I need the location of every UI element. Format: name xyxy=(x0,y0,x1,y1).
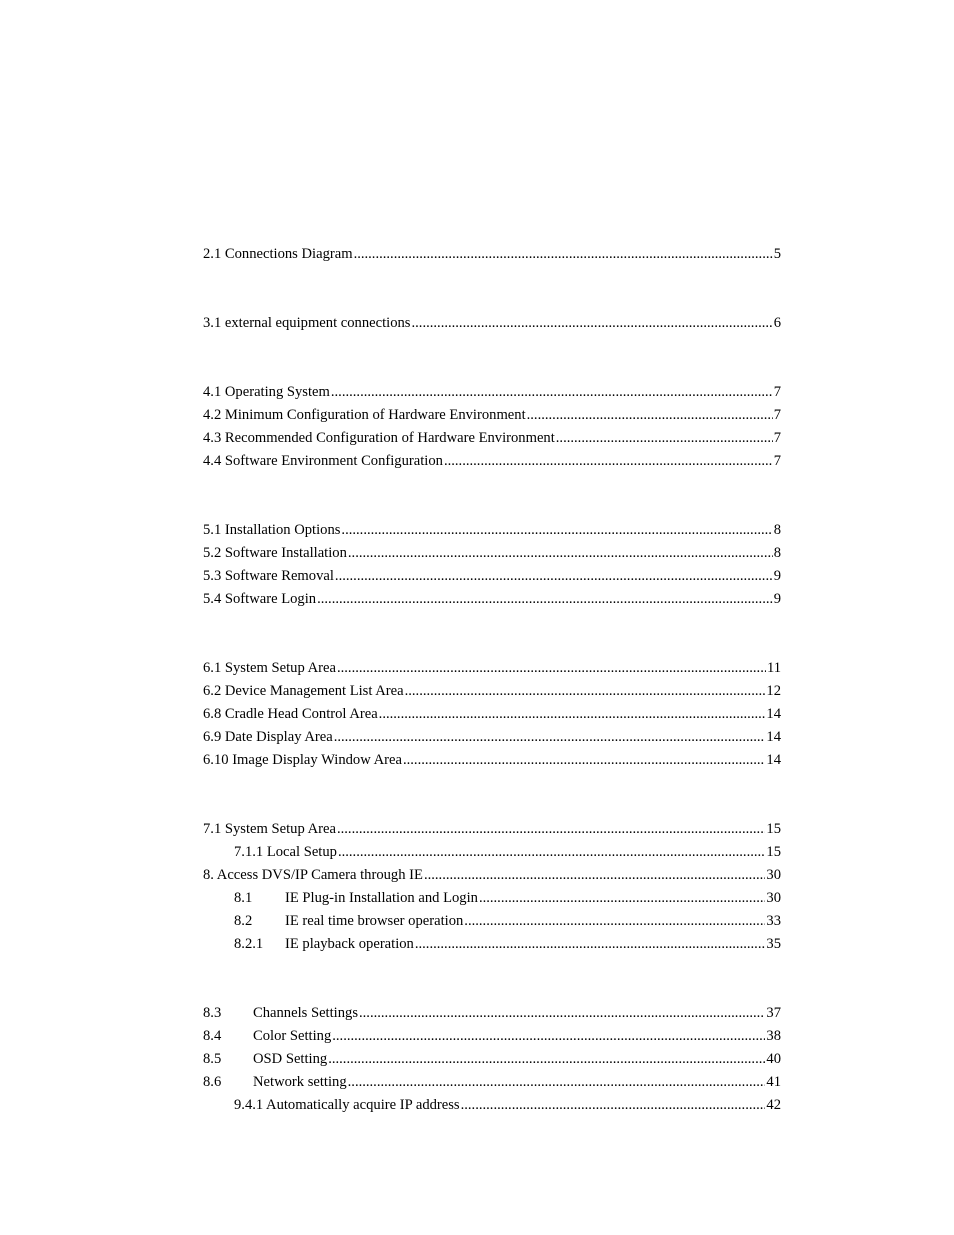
toc-entry-page: 15 xyxy=(766,821,781,837)
toc-entry-title: OSD Setting xyxy=(253,1051,328,1067)
toc-entry-number: 8.6 xyxy=(203,1074,222,1090)
toc-entry[interactable] xyxy=(203,519,781,542)
toc-leader-dots xyxy=(359,1002,765,1025)
toc-entry-title: 5.1 Installation Options xyxy=(203,522,341,538)
toc-leader-dots xyxy=(348,542,773,565)
toc-entry[interactable] xyxy=(203,657,781,680)
toc-leader-dots xyxy=(379,703,766,726)
toc-entry-page: 8 xyxy=(773,545,781,561)
toc-entry-title: 4.3 Recommended Configuration of Hardware Environment xyxy=(203,430,555,446)
toc-entry-title: 5.2 Software Installation xyxy=(203,545,347,561)
toc-entry-title: 7.1.1 Local Setup xyxy=(234,844,337,860)
toc-group xyxy=(203,312,781,335)
toc-leader-dots xyxy=(461,1094,766,1117)
toc-entry[interactable] xyxy=(203,243,781,266)
toc-leader-dots xyxy=(464,910,765,933)
toc-entry[interactable] xyxy=(203,680,781,703)
toc-leader-dots xyxy=(337,657,766,680)
toc-entry-page: 12 xyxy=(766,683,781,699)
toc-entry[interactable] xyxy=(203,910,781,933)
toc-leader-dots xyxy=(335,565,773,588)
toc-entry[interactable] xyxy=(203,726,781,749)
toc-leader-dots xyxy=(341,519,772,542)
toc-entry-number: 8.1 xyxy=(234,890,253,906)
toc-leader-dots xyxy=(334,726,766,749)
toc-entry[interactable] xyxy=(203,1025,781,1048)
toc-entry[interactable] xyxy=(203,933,781,956)
toc-entry-page: 5 xyxy=(773,246,781,262)
toc-entry-title: 6.2 Device Management List Area xyxy=(203,683,404,699)
toc-entry-page: 14 xyxy=(766,729,781,745)
toc-entry[interactable] xyxy=(203,841,781,864)
toc-group xyxy=(203,1002,781,1117)
toc-entry-title: 6.1 System Setup Area xyxy=(203,660,336,676)
toc-entry[interactable] xyxy=(203,588,781,611)
toc-entry-page: 11 xyxy=(766,660,781,676)
toc-entry[interactable] xyxy=(203,1002,781,1025)
toc-leader-dots xyxy=(403,749,765,772)
toc-entry[interactable] xyxy=(203,1048,781,1071)
toc-entry-title: IE Plug-in Installation and Login xyxy=(285,890,478,906)
toc-entry[interactable] xyxy=(203,1071,781,1094)
toc-entry-page: 6 xyxy=(773,315,781,331)
toc-entry-title: 2.1 Connections Diagram xyxy=(203,246,353,262)
toc-spacer xyxy=(203,772,781,818)
toc-entry-number: 8.2 xyxy=(234,913,253,929)
toc-leader-dots xyxy=(527,404,773,427)
toc-leader-dots xyxy=(354,243,773,266)
toc-leader-dots xyxy=(556,427,773,450)
toc-leader-dots xyxy=(405,680,766,703)
toc-entry-title: Network setting xyxy=(253,1074,347,1090)
toc-entry[interactable] xyxy=(203,565,781,588)
toc-entry-title: 4.2 Minimum Configuration of Hardware Environment xyxy=(203,407,526,423)
toc-leader-dots xyxy=(331,381,773,404)
toc-entry-page: 30 xyxy=(766,890,781,906)
toc-entry-page: 7 xyxy=(773,430,781,446)
toc-entry-page: 33 xyxy=(766,913,781,929)
toc-entry-title: IE real time browser operation xyxy=(285,913,464,929)
toc-entry-page: 40 xyxy=(766,1051,781,1067)
toc-leader-dots xyxy=(444,450,773,473)
toc-leader-dots xyxy=(412,312,773,335)
toc-spacer xyxy=(203,266,781,312)
toc-entry-title: Color Setting xyxy=(253,1028,332,1044)
toc-entry-title: Channels Settings xyxy=(253,1005,358,1021)
toc-entry-page: 7 xyxy=(773,407,781,423)
toc-spacer xyxy=(203,473,781,519)
toc-entry-number: 8.3 xyxy=(203,1005,222,1021)
toc-entry[interactable] xyxy=(203,542,781,565)
toc-entry[interactable] xyxy=(203,427,781,450)
toc-entry-title: 5.3 Software Removal xyxy=(203,568,334,584)
toc-group xyxy=(203,243,781,266)
toc-entry-title: 4.4 Software Environment Configuration xyxy=(203,453,443,469)
toc-entry-title: 5.4 Software Login xyxy=(203,591,317,607)
toc-entry-title: 4.1 Operating System xyxy=(203,384,330,400)
toc-leader-dots xyxy=(415,933,766,956)
toc-group xyxy=(203,818,781,956)
toc-leader-dots xyxy=(424,864,765,887)
toc-entry-page: 7 xyxy=(773,384,781,400)
toc-entry-title: 8. Access DVS/IP Camera through IE xyxy=(203,867,423,883)
toc-entry-page: 14 xyxy=(766,706,781,722)
toc-entry[interactable] xyxy=(203,1094,781,1117)
toc-entry-title: IE playback operation xyxy=(285,936,414,952)
toc-entry-page: 15 xyxy=(766,844,781,860)
toc-entry-page: 14 xyxy=(766,752,781,768)
toc-entry[interactable] xyxy=(203,450,781,473)
toc-entry-page: 8 xyxy=(773,522,781,538)
toc-spacer xyxy=(203,335,781,381)
toc-group xyxy=(203,519,781,611)
toc-entry[interactable] xyxy=(203,749,781,772)
toc-entry[interactable] xyxy=(203,404,781,427)
toc-entry-number: 8.5 xyxy=(203,1051,222,1067)
toc-entry[interactable] xyxy=(203,818,781,841)
toc-entry-number: 8.4 xyxy=(203,1028,222,1044)
toc-leader-dots xyxy=(479,887,765,910)
toc-entry-title: 6.9 Date Display Area xyxy=(203,729,333,745)
toc-entry-page: 41 xyxy=(766,1074,781,1090)
toc-entry-page: 9 xyxy=(773,591,781,607)
toc-entry-title: 3.1 external equipment connections xyxy=(203,315,411,331)
toc-entry[interactable] xyxy=(203,312,781,335)
toc-entry[interactable] xyxy=(203,864,781,887)
toc-leader-dots xyxy=(337,818,765,841)
toc-entry-page: 7 xyxy=(773,453,781,469)
toc-spacer xyxy=(203,611,781,657)
toc-entry[interactable] xyxy=(203,381,781,404)
toc-entry-page: 9 xyxy=(773,568,781,584)
toc-entry-number: 8.2.1 xyxy=(234,936,264,952)
toc-group xyxy=(203,381,781,473)
table-of-contents xyxy=(203,243,781,1117)
toc-entry-page: 37 xyxy=(766,1005,781,1021)
toc-leader-dots xyxy=(317,588,773,611)
toc-entry-page: 38 xyxy=(766,1028,781,1044)
toc-entry[interactable] xyxy=(203,703,781,726)
toc-entry-page: 35 xyxy=(766,936,781,952)
toc-leader-dots xyxy=(328,1048,765,1071)
toc-entry[interactable] xyxy=(203,887,781,910)
toc-leader-dots xyxy=(338,841,765,864)
toc-leader-dots xyxy=(332,1025,765,1048)
toc-group xyxy=(203,657,781,772)
toc-leader-dots xyxy=(348,1071,766,1094)
toc-entry-title: 9.4.1 Automatically acquire IP address xyxy=(234,1097,460,1113)
toc-entry-title: 6.10 Image Display Window Area xyxy=(203,752,402,768)
toc-entry-title: 6.8 Cradle Head Control Area xyxy=(203,706,378,722)
toc-entry-page: 30 xyxy=(766,867,781,883)
toc-entry-title: 7.1 System Setup Area xyxy=(203,821,336,837)
toc-entry-page: 42 xyxy=(766,1097,781,1113)
toc-spacer xyxy=(203,956,781,1002)
